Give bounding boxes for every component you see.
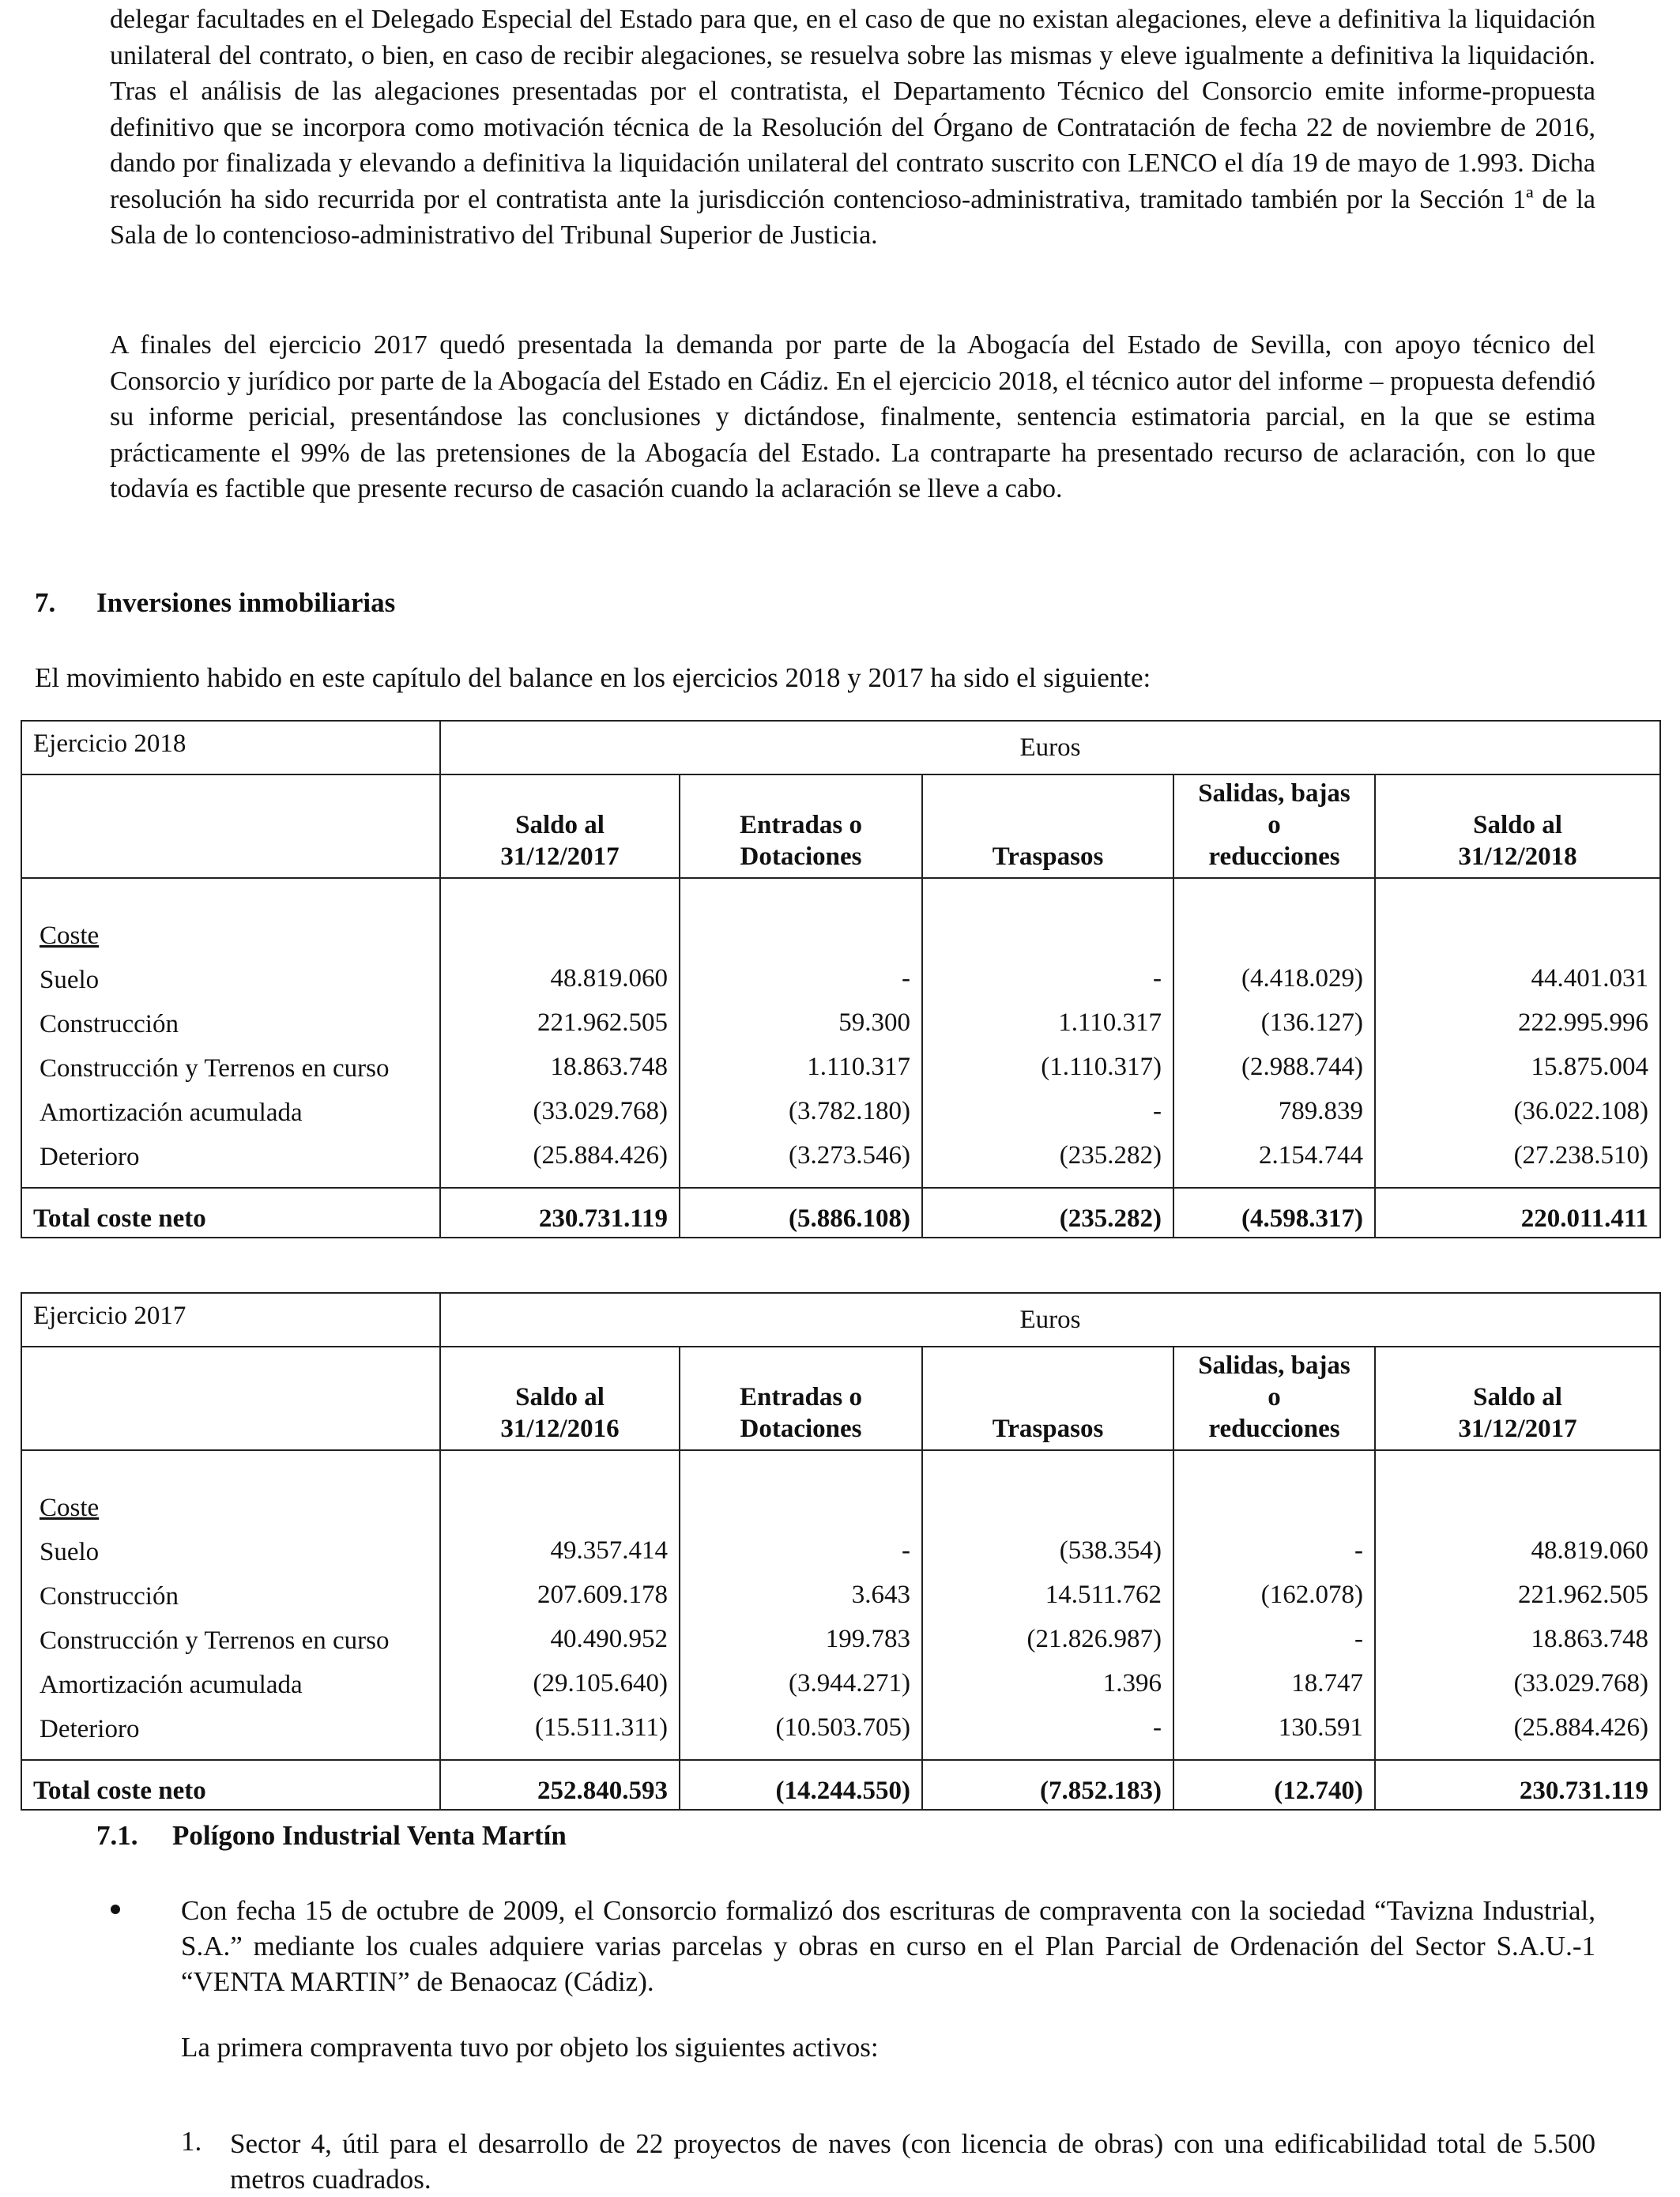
exercise-label: Ejercicio 2018 xyxy=(21,721,440,774)
currency-label: Euros xyxy=(440,1293,1660,1347)
section-title: Polígono Industrial Venta Martín xyxy=(172,1820,567,1851)
paragraph-purchase: Con fecha 15 de octubre de 2009, el Consorcio formalizó dos escrituras de compraventa con la sociedad “Tavizna Industrial, S.A.” mediante los cuales adquiere varias parcelas y obras en curso en el Plan Parcial de Ordenación del Sector S.A.U.-1 “VENTA MARTIN” de Benaocaz (Cádiz). xyxy=(181,1895,1595,1997)
col-values-1: 49.357.414 207.609.178 40.490.952 (29.105.640) (15.511.311) xyxy=(533,1536,668,1742)
col-header-disposals: Salidas, bajas o reducciones xyxy=(1173,1347,1375,1450)
paragraph-first-sale: La primera compraventa tuvo por objeto los siguientes activos: xyxy=(181,2032,879,2063)
exercise-label: Ejercicio 2017 xyxy=(21,1293,440,1347)
section-7-1-heading xyxy=(96,1820,567,1852)
total-value: 230.731.119 xyxy=(440,1188,680,1238)
list-item-text: Sector 4, útil para el desarrollo de 22 proyectos de naves (con licencia de obras) con una edificabilidad total de 5.500 metros cuadrados. xyxy=(230,2128,1595,2195)
total-row xyxy=(21,1760,1660,1810)
col-header-transfers: Traspasos xyxy=(922,774,1173,878)
total-value: (235.282) xyxy=(922,1188,1173,1238)
paragraph-liquidation: delegar facultades en el Delegado Especial del Estado para que, en el caso de que no existan alegaciones, eleve a definitiva la liquidación unilateral del contrato, o bien, en caso de recibir alegaciones, se resuelva sobre las mismas y eleve igualmente a definitiva la liquidación. Tras el análisis de las alegaciones presentadas por el contratista, el Departamento Técnico del Consorcio emite informe-propuesta definitivo que se incorpora como motivación técnica de la Resolución del Órgano de Contratación de fecha 22 de noviembre de 2016, dando por finalizada y elevando a definitiva la liquidación unilateral del contrato suscrito con LENCO el día 19 de mayo de 1.993. Dicha resolución ha sido recurrida por el contratista ante la jurisdicción contencioso-administrativa, tramitado también por la Sección 1ª de la Sala de lo contencioso-administrativo del Tribunal Superior de Justicia. xyxy=(110,5,1595,250)
total-value: (12.740) xyxy=(1173,1760,1375,1810)
row-label-amortizacion: Amortización acumulada xyxy=(40,1098,303,1127)
table-2018 xyxy=(21,720,1661,1238)
section-number: 7. xyxy=(35,587,56,618)
col-values-1: 48.819.060 221.962.505 18.863.748 (33.029.768) (25.884.426) xyxy=(533,964,668,1170)
row-label-construccion: Construcción xyxy=(40,1010,179,1038)
total-value: 230.731.119 xyxy=(1375,1760,1660,1810)
col-values-3: - 1.110.317 (1.110.317) - (235.282) xyxy=(1041,964,1162,1170)
row-label-construccion-curso: Construcción y Terrenos en curso xyxy=(40,1054,390,1083)
row-label-coste: Coste xyxy=(40,921,100,950)
col-values-3: (538.354) 14.511.762 (21.826.987) 1.396 - xyxy=(1026,1536,1162,1742)
table-2017 xyxy=(21,1292,1661,1811)
row-label-coste: Coste xyxy=(40,1494,100,1522)
total-value: 220.011.411 xyxy=(1375,1188,1660,1238)
row-label-deterioro: Deterioro xyxy=(40,1715,140,1743)
section-7-intro: El movimiento habido en este capítulo del balance en los ejercicios 2018 y 2017 ha sido el siguiente: xyxy=(35,662,1151,693)
total-value: (4.598.317) xyxy=(1173,1188,1375,1238)
column-header-row xyxy=(21,774,1660,878)
col-values-2: - 59.300 1.110.317 (3.782.180) (3.273.546) xyxy=(789,964,910,1170)
currency-label: Euros xyxy=(440,721,1660,774)
row-label-suelo: Suelo xyxy=(40,1538,100,1566)
col-header-additions: Entradas o Dotaciones xyxy=(680,774,922,878)
section-title: Inversiones inmobiliarias xyxy=(96,587,396,618)
col-header-additions: Entradas o Dotaciones xyxy=(680,1347,922,1450)
row-labels xyxy=(22,914,439,1187)
col-values-4: - (162.078) - 18.747 130.591 xyxy=(1260,1536,1363,1742)
col-values-4: (4.418.029) (136.127) (2.988.744) 789.839 2.154.744 xyxy=(1241,964,1363,1170)
paragraph-lawsuit: A finales del ejercicio 2017 quedó presentada la demanda por parte de la Abogacía del Estado de Sevilla, con apoyo técnico del Consorcio y jurídico por parte de la Abogacía del Estado en Cádiz. En el ejercicio 2018, el técnico autor del informe – propuesta defendió su informe pericial, presentándose las conclusiones y dictándose, finalmente, sentencia estimatoria parcial, en la que se estima prácticamente el 99% de las pretensiones de la Abogacía del Estado. La contraparte ha presentado recurso de aclaración, con lo que todavía es factible que presente recurso de casación cuando la aclaración se lleve a cabo. xyxy=(110,330,1595,503)
col-values-5: 44.401.031 222.995.996 15.875.004 (36.022.108) (27.238.510) xyxy=(1513,964,1649,1170)
row-labels xyxy=(22,1486,439,1759)
table-header-row xyxy=(21,721,1660,774)
row-label-suelo: Suelo xyxy=(40,966,100,994)
total-value: (14.244.550) xyxy=(680,1760,922,1810)
table-header-row xyxy=(21,1293,1660,1347)
table-body-row xyxy=(21,1450,1660,1760)
col-header-opening-balance: Saldo al 31/12/2016 xyxy=(440,1347,680,1450)
total-value: (5.886.108) xyxy=(680,1188,922,1238)
total-value: (7.852.183) xyxy=(922,1760,1173,1810)
col-header-transfers: Traspasos xyxy=(922,1347,1173,1450)
row-label-amortizacion: Amortización acumulada xyxy=(40,1671,303,1699)
total-label: Total coste neto xyxy=(21,1760,440,1810)
list-item-number: 1. xyxy=(181,2126,202,2157)
section-7-heading xyxy=(35,587,395,619)
bullet-icon xyxy=(111,1905,120,1914)
col-header-closing-balance: Saldo al 31/12/2018 xyxy=(1375,774,1660,878)
table-body-row xyxy=(21,878,1660,1188)
col-header-disposals: Salidas, bajas o reducciones xyxy=(1173,774,1375,878)
col-values-5: 48.819.060 221.962.505 18.863.748 (33.029.768) (25.884.426) xyxy=(1513,1536,1649,1742)
col-header-opening-balance: Saldo al 31/12/2017 xyxy=(440,774,680,878)
row-label-deterioro: Deterioro xyxy=(40,1143,140,1171)
total-row xyxy=(21,1188,1660,1238)
row-label-construccion: Construcción xyxy=(40,1582,179,1611)
total-value: 252.840.593 xyxy=(440,1760,680,1810)
section-number: 7.1. xyxy=(96,1820,138,1851)
row-label-construccion-curso: Construcción y Terrenos en curso xyxy=(40,1626,390,1655)
col-header-closing-balance: Saldo al 31/12/2017 xyxy=(1375,1347,1660,1450)
column-header-row xyxy=(21,1347,1660,1450)
total-label: Total coste neto xyxy=(21,1188,440,1238)
col-values-2: - 3.643 199.783 (3.944.271) (10.503.705) xyxy=(775,1536,910,1742)
